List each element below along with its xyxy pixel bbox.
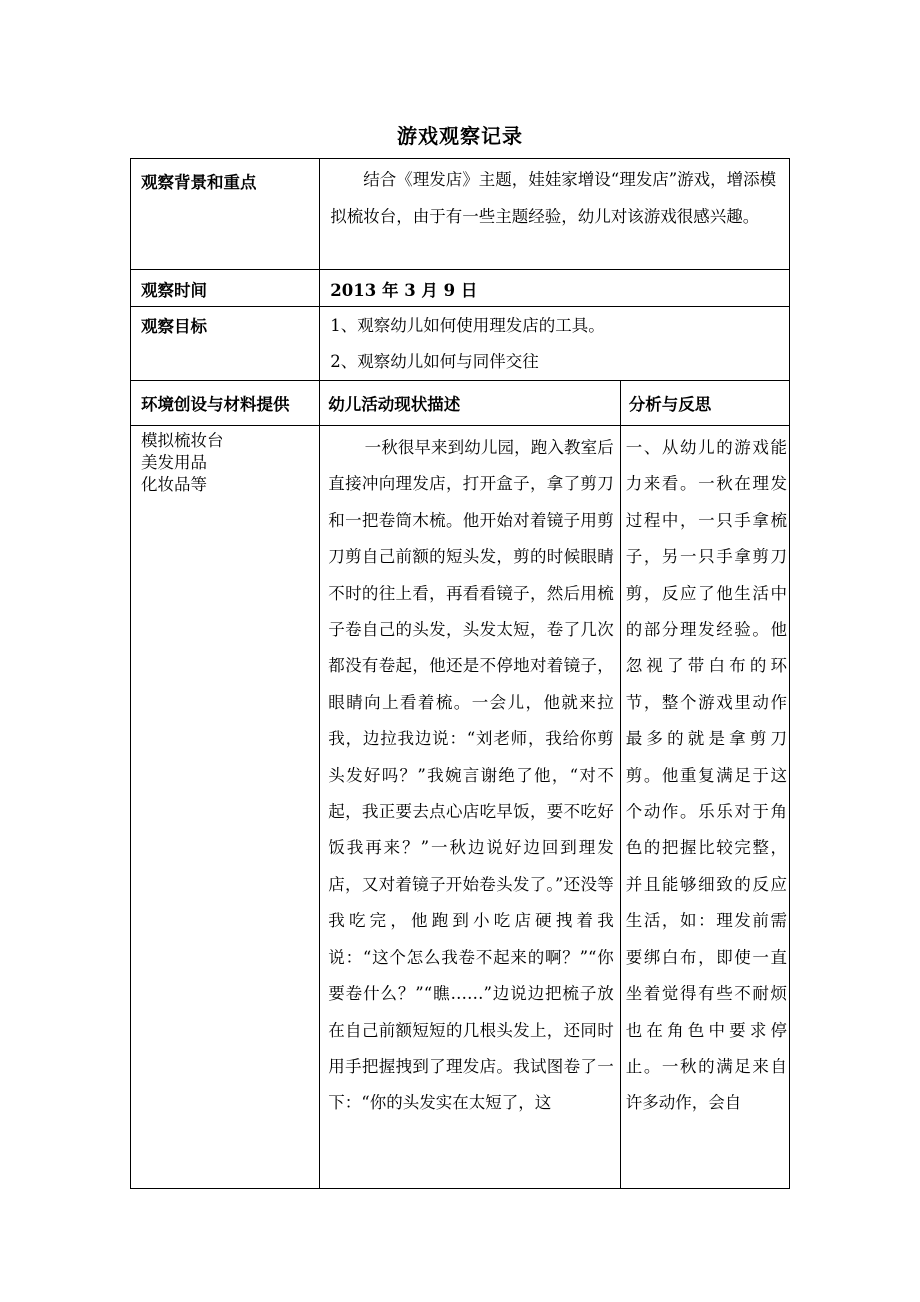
time-value: 2013 年 3 月 9 日 xyxy=(330,281,478,300)
description-text: 一秋很早来到幼儿园，跑入教室后直接冲向理发店，打开盒子，拿了剪刀和一把卷筒木梳。他开始对着镜子用剪刀剪自己前额的短头发，剪的时候眼睛不时的往上看，再看看镜子，然后用梳子卷自己的头发，头发太短，卷了几次都没有卷起，他还是不停地对着镜子，眼睛向上看着梳。一会儿，他就来拉我，边拉我边说：“刘老师，我给你剪头发好吗？”我婉言谢绝了他，“对不起，我正要去点心店吃早饭，要不吃好饭我再来？”一秋边说好边回到理发店，又对着镜子开始卷头发了。”还没等我吃完，他跑到小吃店硬拽着我说：“这个怎么我卷不起来的啊？”“你要卷什么？”“瞧……”边说边把梳子放在自己前额短短的几根头发上，还同时用手把握拽到了理发店。我试图卷了一下：“你的头发实在太短了，这 xyxy=(328,438,614,1113)
material-item-1: 模拟梳妆台 xyxy=(141,431,224,450)
goal-item-2: 2、观察幼儿如何与同伴交往 xyxy=(330,352,539,371)
analysis-cell xyxy=(620,426,789,1189)
page-title: 游戏观察记录 xyxy=(397,124,523,148)
background-label: 观察背景和重点 xyxy=(141,173,257,192)
goal-item-1: 1、观察幼儿如何使用理发店的工具。 xyxy=(330,316,605,335)
time-value-cell xyxy=(320,270,790,307)
description-cell xyxy=(320,426,620,1189)
header-description: 幼儿活动现状描述 xyxy=(328,395,461,414)
header-environment: 环境创设与材料提供 xyxy=(141,395,290,414)
time-label-cell xyxy=(131,270,320,307)
goals-content-cell xyxy=(320,307,790,381)
content-row xyxy=(131,426,790,1189)
goals-row xyxy=(131,307,790,381)
header-analysis-cell xyxy=(620,381,789,426)
header-analysis: 分析与反思 xyxy=(628,395,712,414)
goals-label-cell xyxy=(131,307,320,381)
time-label: 观察时间 xyxy=(141,281,207,300)
background-text: 结合《理发店》主题，娃娃家增设“理发店”游戏，增添模拟梳妆台，由于有一些主题经验，幼儿对该游戏很感兴趣。 xyxy=(330,170,777,226)
observation-table xyxy=(130,158,790,1189)
header-row xyxy=(131,381,790,426)
time-row xyxy=(131,270,790,307)
materials-cell xyxy=(131,426,320,1189)
background-row xyxy=(131,159,790,270)
analysis-text: 一、从幼儿的游戏能力来看。一秋在理发过程中，一只手拿梳子，另一只手拿剪刀剪，反应了他生活中的部分理发经验。他忽视了带白布的环节，整个游戏里动作最多的就是拿剪刀剪。他重复满足于这个动作。乐乐对于角色的把握比较完整，并且能够细致的反应生活，如：理发前需要绑白布，即使一直坐着觉得有些不耐烦也在角色中要求停止。一秋的满足来自许多动作，会自 xyxy=(625,438,787,1113)
material-item-3: 化妆品等 xyxy=(141,475,207,494)
material-item-2: 美发用品 xyxy=(141,453,207,472)
goals-label: 观察目标 xyxy=(141,317,207,336)
background-content-cell xyxy=(320,159,790,270)
header-description-cell xyxy=(320,381,620,426)
header-environment-cell xyxy=(131,381,320,426)
background-label-cell xyxy=(131,159,320,270)
